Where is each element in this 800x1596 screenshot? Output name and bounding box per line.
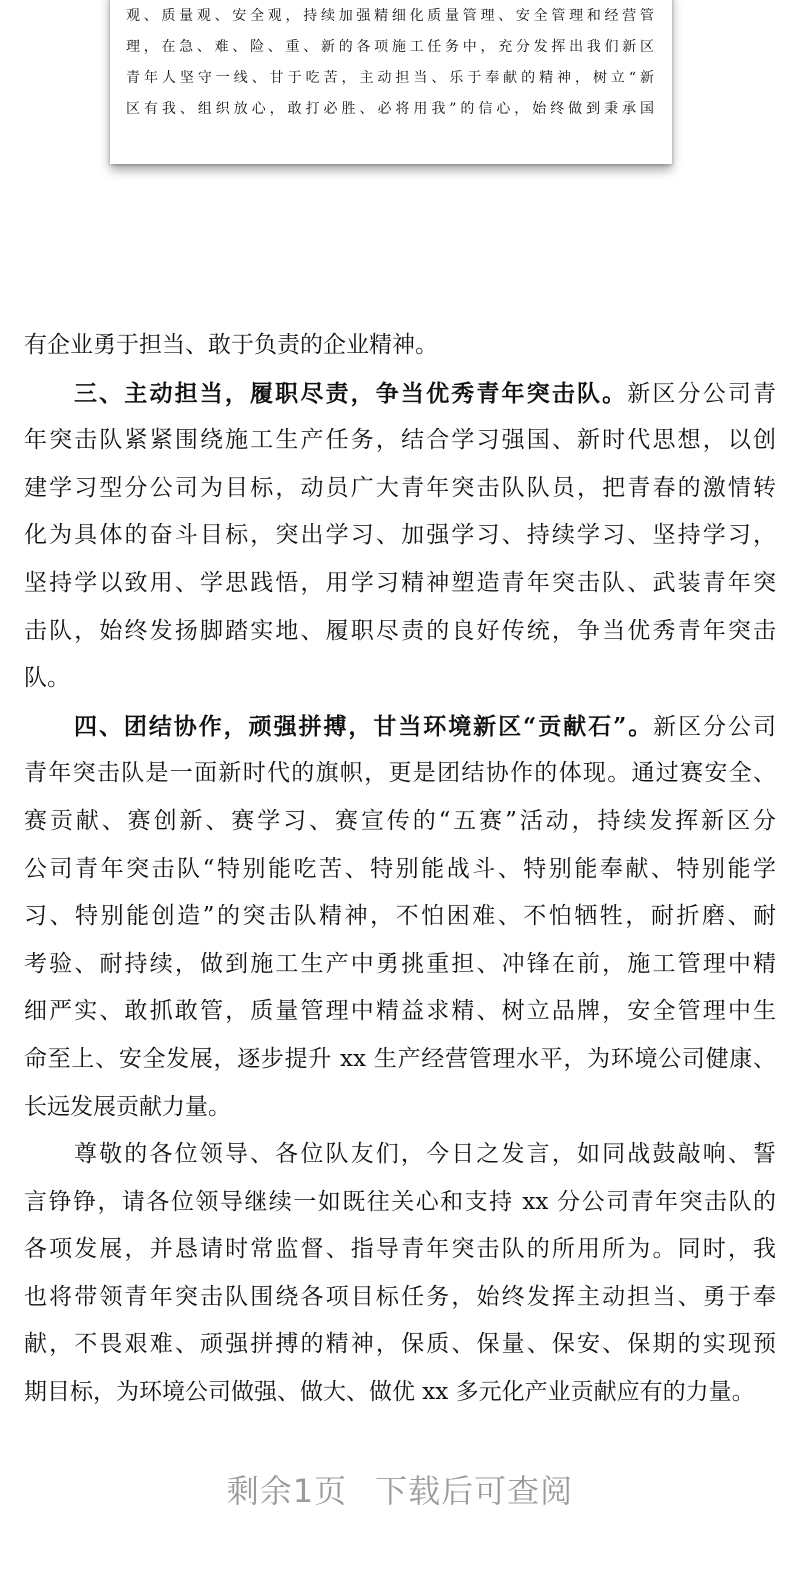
document-line [24,322,776,370]
document-line [24,1036,776,1084]
line-text: 期目标，为环境公司做强、做大、做优 xx 多元化产业贡献应有的力量。 [24,1379,755,1406]
document-line [24,370,776,418]
preview-line: 青年人坚守一线、甘于吃苦，主动担当、乐于奉献的精神，树立“新 [126,70,654,86]
document-line [24,893,776,941]
line-text: 赛贡献、赛创新、赛学习、赛宣传的“五赛”活动，持续发挥新区分 [24,807,776,834]
document-line [24,1084,776,1132]
line-text: 考验、耐持续，做到施工生产中勇挑重担、冲锋在前，施工管理中精 [24,950,776,977]
document-line [24,988,776,1036]
document-line [24,1226,776,1274]
line-text: 各项发展，并恳请时常监督、指导青年突击队的所用所为。同时，我 [24,1236,776,1263]
line-text: 有企业勇于担当、敢于负责的企业精神。 [24,332,438,358]
line-text: 献，不畏艰难、顽强拼搏的精神，保质、保量、保安、保期的实现预 [24,1331,776,1358]
document-line [24,1131,776,1179]
line-text: 命至上、安全发展，逐步提升 xx 生产经营管理水平，为环境公司健康、 [24,1045,776,1072]
section-heading: 三、主动担当，履职尽责，争当优秀青年突击队。 [74,379,628,407]
line-text: 也将带领青年突击队围绕各项目标任务，始终发挥主动担当、勇于奉 [24,1283,776,1310]
document-line [24,560,776,608]
document-line [24,798,776,846]
line-text: 队。 [24,665,70,692]
document-line [24,512,776,560]
line-text: 坚持学以致用、学思践悟，用学习精神塑造青年突击队、武装青年突 [24,569,776,596]
line-text: 尊敬的各位领导、各位队友们，今日之发言，如同战鼓敲响、誓 [74,1141,776,1168]
download-prompt[interactable] [0,1466,800,1512]
document-body [24,322,776,1417]
preview-line: 区有我、组织放心，敢打必胜、必将用我”的信心，始终做到秉承国 [126,101,654,117]
document-preview-card [110,0,672,164]
document-line [24,1274,776,1322]
document-line [24,1179,776,1227]
document-line [24,465,776,513]
document-line [24,703,776,751]
line-text: 击队，始终发扬脚踏实地、履职尽责的良好传统，争当优秀青年突击 [24,617,776,644]
line-text: 新区分公司青 [627,380,777,407]
line-text: 言铮铮，请各位领导继续一如既往关心和支持 xx 分公司青年突击队的 [24,1188,776,1215]
line-text: 习、特别能创造”的突击队精神，不怕困难、不怕牺牲，耐折磨、耐 [24,903,776,930]
document-line [24,846,776,894]
download-to-view-text[interactable]: 下载后可查阅 [375,1472,574,1510]
line-text: 细严实、敢抓敢管，质量管理中精益求精、树立品牌，安全管理中生 [24,998,776,1025]
line-text: 年突击队紧紧围绕施工生产任务，结合学习强国、新时代思想，以创 [24,427,776,454]
document-line [24,1321,776,1369]
preview-line: 理，在急、难、险、重、新的各项施工任务中，充分发挥出我们新区 [126,39,654,55]
document-line [24,941,776,989]
line-text: 青年突击队是一面新时代的旗帜，更是团结协作的体现。通过赛安全、 [24,760,776,787]
line-text: 化为具体的奋斗目标，突出学习、加强学习、持续学习、坚持学习， [24,522,776,549]
line-text: 公司青年突击队“特别能吃苦、特别能战斗、特别能奉献、特别能学 [24,855,776,882]
document-line [24,608,776,656]
remaining-pages-text: 剩余1页 [226,1472,348,1510]
line-text: 长远发展贡献力量。 [24,1093,231,1120]
line-text: 建学习型分公司为目标，动员广大青年突击队队员，把青春的激情转 [24,474,776,501]
document-line [24,655,776,703]
preview-line: 观、质量观、安全观，持续加强精细化质量管理、安全管理和经营管 [126,8,654,24]
document-line [24,750,776,798]
section-heading: 四、团结协作，顽强拼搏，甘当环境新区“贡献石”。 [74,712,654,740]
document-line [24,1369,776,1417]
document-line [24,417,776,465]
line-text: 新区分公司 [653,713,776,740]
